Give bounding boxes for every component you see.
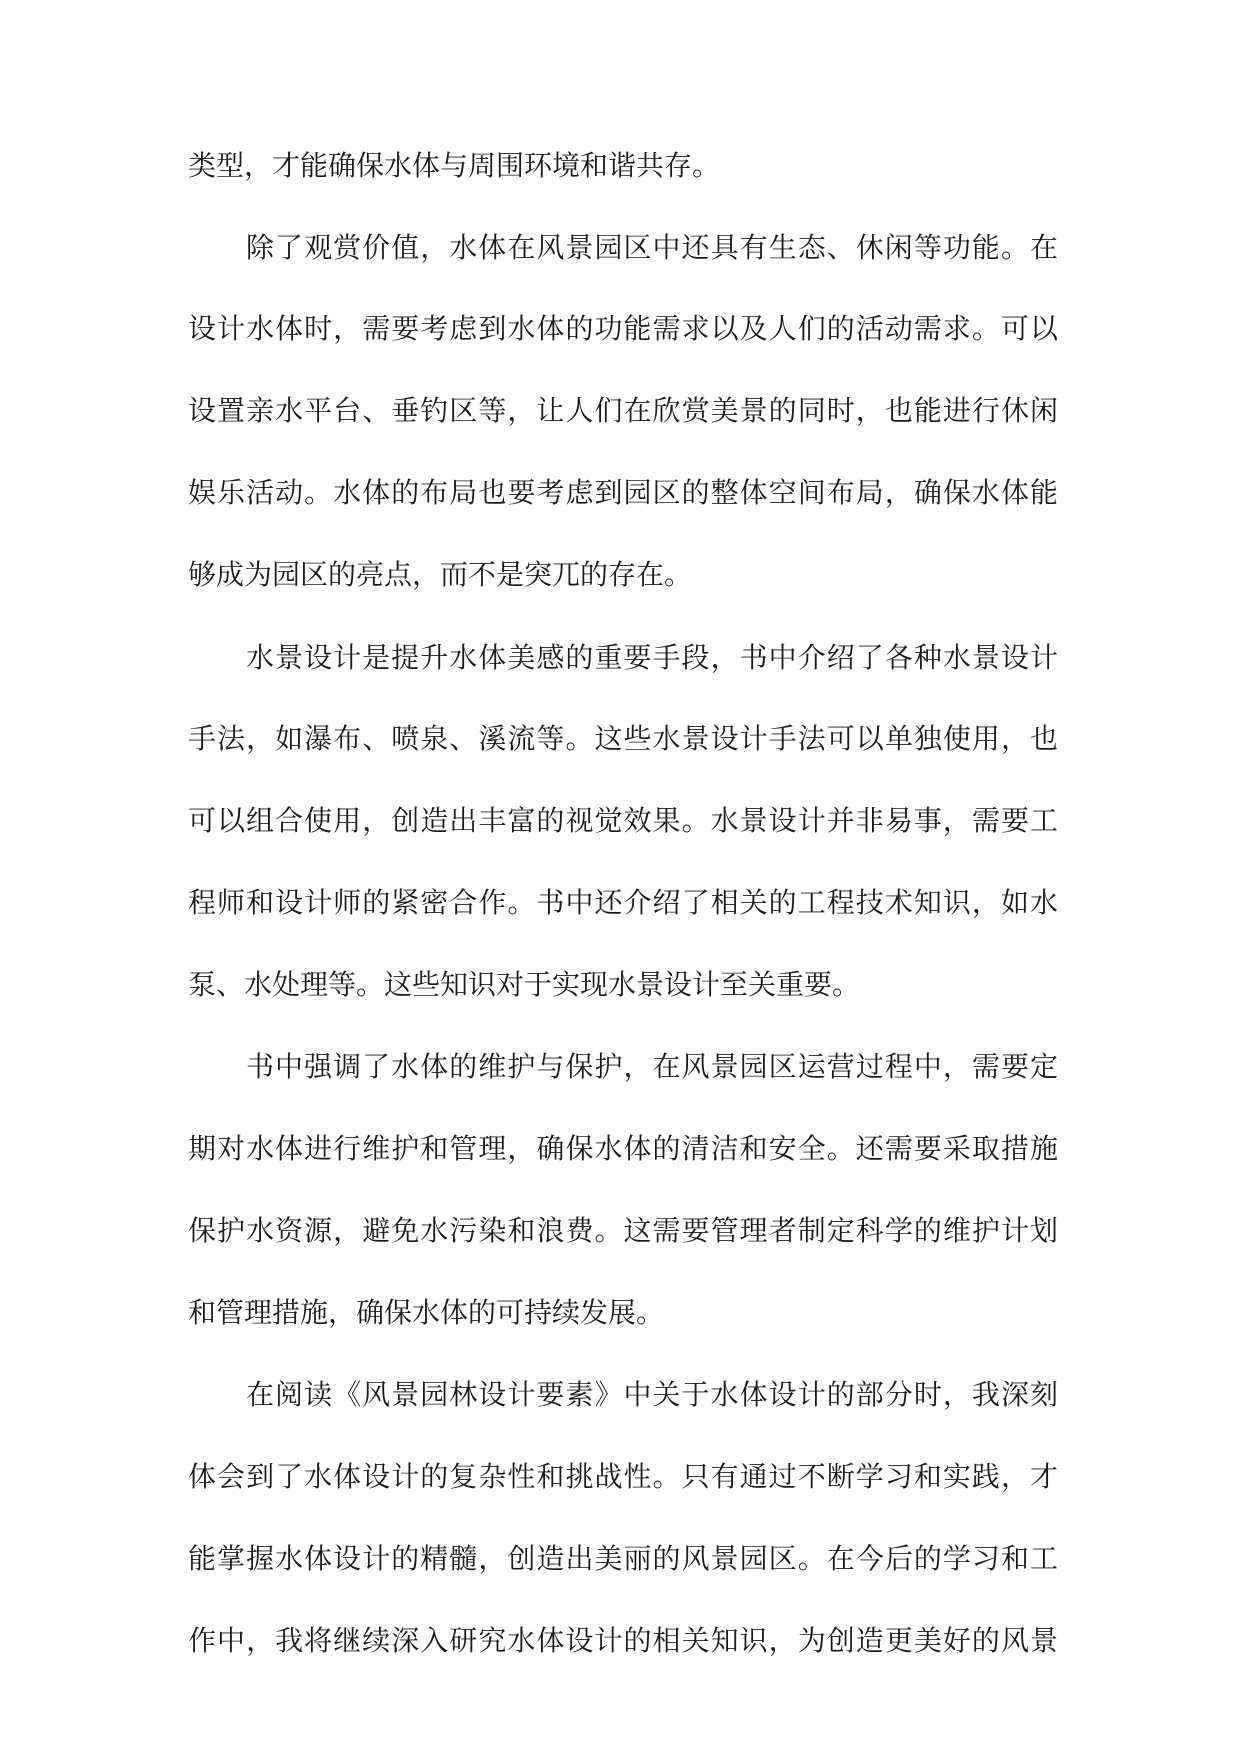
text-line: 设计水体时，需要考虑到水体的功能需求以及人们的活动需求。可以 [188, 312, 1058, 345]
text-line: 体会到了水体设计的复杂性和挑战性。只有通过不断学习和实践，才 [188, 1460, 1058, 1493]
text-line: 程师和设计师的紧密合作。书中还介绍了相关的工程技术知识，如水 [188, 886, 1058, 919]
text-line: 期对水体进行维护和管理，确保水体的清洁和安全。还需要采取措施 [188, 1132, 1058, 1165]
text-line: 可以组合使用，创造出丰富的视觉效果。水景设计并非易事，需要工 [188, 804, 1058, 837]
text-line: 设置亲水平台、垂钓区等，让人们在欣赏美景的同时，也能进行休闲 [188, 394, 1058, 427]
text-line: 保护水资源，避免水污染和浪费。这需要管理者制定科学的维护计划 [188, 1214, 1058, 1247]
text-line: 和管理措施，确保水体的可持续发展。 [188, 1296, 665, 1329]
text-line: 类型，才能确保水体与周围环境和谐共存。 [188, 149, 721, 182]
text-line: 娱乐活动。水体的布局也要考虑到园区的整体空间布局，确保水体能 [188, 476, 1058, 509]
text-line: 手法，如瀑布、喷泉、溪流等。这些水景设计手法可以单独使用，也 [188, 722, 1058, 755]
text-line: 水景设计是提升水体美感的重要手段，书中介绍了各种水景设计 [246, 641, 1058, 674]
text-line: 能掌握水体设计的精髓，创造出美丽的风景园区。在今后的学习和工 [188, 1542, 1058, 1575]
text-line: 作中，我将继续深入研究水体设计的相关知识，为创造更美好的风景 [188, 1624, 1058, 1657]
text-line: 够成为园区的亮点，而不是突兀的存在。 [188, 558, 693, 591]
text-line: 书中强调了水体的维护与保护，在风景园区运营过程中，需要定 [246, 1050, 1058, 1083]
text-line: 泵、水处理等。这些知识对于实现水景设计至关重要。 [188, 968, 861, 1001]
text-line: 除了观赏价值，水体在风景园区中还具有生态、休闲等功能。在 [246, 231, 1058, 264]
text-line: 在阅读《风景园林设计要素》中关于水体设计的部分时，我深刻 [246, 1378, 1058, 1411]
